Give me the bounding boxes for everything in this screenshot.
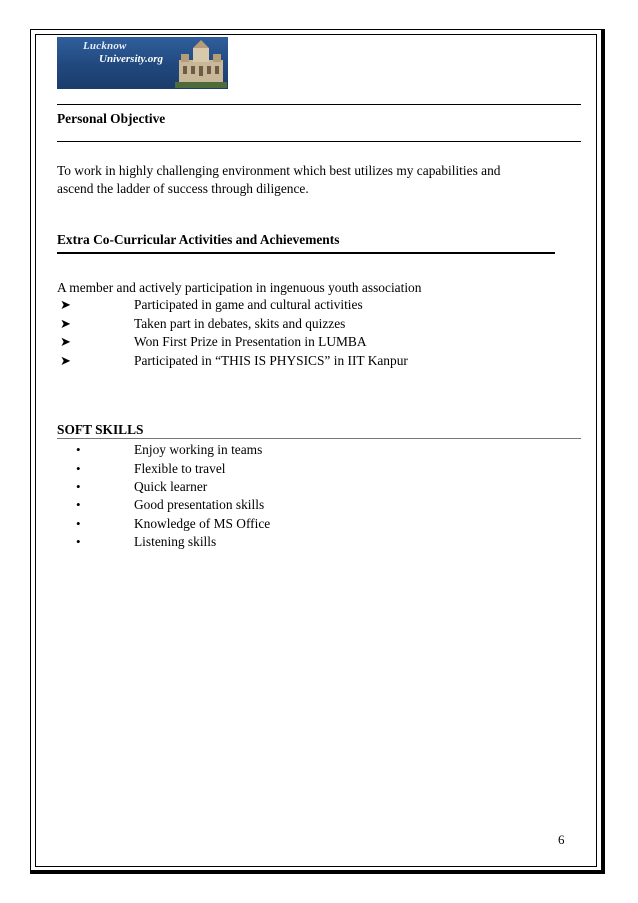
- list-item: Good presentation skills: [134, 497, 265, 512]
- logo-text-line2: University.org: [99, 53, 164, 65]
- section-rule-bottom: [57, 141, 581, 142]
- arrow-bullet-icon: ➤: [60, 334, 71, 349]
- bullet-icon: •: [76, 479, 81, 494]
- objective-line: To work in highly challenging environment which best utilizes my capabilities and: [57, 163, 501, 178]
- extra-curricular-intro: A member and actively participation in ingenuous youth association: [57, 280, 422, 295]
- bullet-icon: •: [76, 534, 81, 549]
- building-icon: [175, 38, 227, 88]
- bullet-icon: •: [76, 497, 81, 512]
- logo-text-line1: Lucknow: [83, 40, 127, 52]
- heading-underline: [57, 252, 555, 254]
- list-item: Participated in game and cultural activities: [134, 297, 363, 312]
- list-item: Quick learner: [134, 479, 208, 494]
- page-inner-border: [35, 34, 597, 867]
- section-rule-top: [57, 104, 581, 105]
- objective-line: ascend the ladder of success through diligence.: [57, 181, 309, 196]
- list-item: Taken part in debates, skits and quizzes: [134, 316, 346, 331]
- personal-objective-heading: Personal Objective: [57, 111, 166, 126]
- list-item: Knowledge of MS Office: [134, 516, 271, 531]
- list-item: Won First Prize in Presentation in LUMBA: [134, 334, 367, 349]
- arrow-bullet-icon: ➤: [60, 297, 71, 312]
- extra-curricular-heading: Extra Co-Curricular Activities and Achievements: [57, 232, 340, 247]
- university-logo: [57, 37, 228, 89]
- bullet-icon: •: [76, 442, 81, 457]
- heading-underline: [57, 438, 581, 439]
- list-item: Participated in “THIS IS PHYSICS” in IIT Kanpur: [134, 353, 408, 368]
- arrow-bullet-icon: ➤: [60, 353, 71, 368]
- list-item: Enjoy working in teams: [134, 442, 263, 457]
- arrow-bullet-icon: ➤: [60, 316, 71, 331]
- page-number: 6: [558, 832, 565, 847]
- soft-skills-heading: SOFT SKILLS: [57, 422, 144, 437]
- list-item: Listening skills: [134, 534, 217, 549]
- list-item: Flexible to travel: [134, 461, 226, 476]
- bullet-icon: •: [76, 516, 81, 531]
- bullet-icon: •: [76, 461, 81, 476]
